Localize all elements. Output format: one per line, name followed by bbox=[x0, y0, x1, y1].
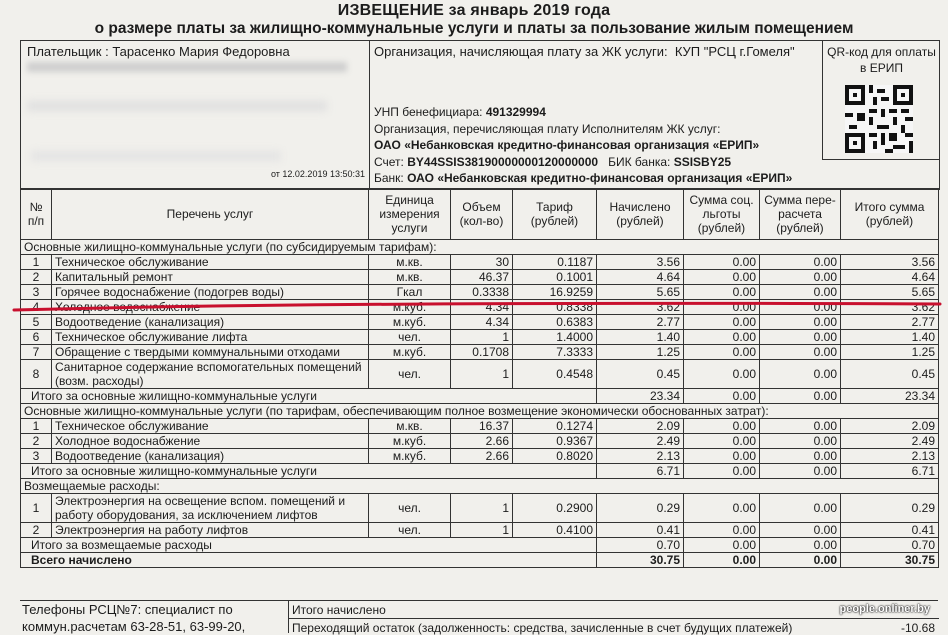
volume-cell: 30 bbox=[451, 255, 513, 270]
total-cell: 2.13 bbox=[841, 449, 939, 464]
table-row bbox=[21, 419, 939, 434]
charged-cell: 3.62 bbox=[597, 300, 684, 315]
subtotal-row bbox=[21, 538, 939, 553]
unit-cell: чел. bbox=[369, 494, 451, 523]
carryover-label: Переходящий остаток (задолженность: средства, зачисленные в счет будущих платежей) bbox=[292, 621, 793, 635]
recalc-cell: 0.00 bbox=[760, 315, 841, 330]
row-number: 2 bbox=[21, 523, 52, 538]
service-name: Обращение с твердыми коммунальными отходами bbox=[52, 345, 369, 360]
services-table bbox=[20, 188, 939, 568]
col-charged-header: Начислено (рублей) bbox=[597, 189, 684, 240]
service-name: Водоотведение (канализация) bbox=[52, 315, 369, 330]
org-calc-value: КУП "РСЦ г.Гомеля" bbox=[674, 44, 795, 59]
benefit-cell: 0.00 bbox=[684, 538, 760, 553]
col-tariff-header: Тариф (рублей) bbox=[513, 189, 597, 240]
tariff-cell: 7.3333 bbox=[513, 345, 597, 360]
payer-name: Плательщик : Тарасенко Мария Федоровна bbox=[27, 44, 290, 59]
bik-label: БИК банка: bbox=[608, 154, 671, 169]
benefit-cell: 0.00 bbox=[684, 345, 760, 360]
total-cell: 2.09 bbox=[841, 419, 939, 434]
unit-cell: м.кв. bbox=[369, 270, 451, 285]
charged-cell: 4.64 bbox=[597, 270, 684, 285]
unp-line bbox=[374, 104, 792, 121]
table-row bbox=[21, 345, 939, 360]
header-block bbox=[20, 40, 940, 190]
org-transfer-value: ОАО «Небанковская кредитно-финансовая организация «ЕРИП» bbox=[374, 138, 760, 152]
section-header-row bbox=[21, 404, 939, 419]
charged-cell: 0.29 bbox=[597, 494, 684, 523]
row-number: 1 bbox=[21, 419, 52, 434]
charged-cell: 2.77 bbox=[597, 315, 684, 330]
qr-label: QR-код для оплаты в ЕРИП bbox=[827, 45, 936, 75]
unit-cell: чел. bbox=[369, 330, 451, 345]
total-cell: 3.56 bbox=[841, 255, 939, 270]
redacted-text bbox=[27, 101, 327, 111]
tariff-cell: 0.6383 bbox=[513, 315, 597, 330]
col-service-header: Перечень услуг bbox=[52, 189, 369, 240]
service-name: Электроэнергия на работу лифтов bbox=[52, 523, 369, 538]
total-cell: 2.77 bbox=[841, 315, 939, 330]
service-name: Холодное водоснабжение bbox=[52, 434, 369, 449]
charged-cell: 2.13 bbox=[597, 449, 684, 464]
volume-cell: 2.66 bbox=[451, 449, 513, 464]
benefit-cell: 0.00 bbox=[684, 315, 760, 330]
volume-cell: 46.37 bbox=[451, 270, 513, 285]
col-volume-header: Объем (кол-во) bbox=[451, 189, 513, 240]
divider bbox=[289, 618, 939, 619]
subtotal-label: Всего начислено bbox=[21, 553, 597, 568]
unit-cell: м.кв. bbox=[369, 419, 451, 434]
unit-cell: м.куб. bbox=[369, 449, 451, 464]
bank-label: Банк: bbox=[374, 171, 404, 185]
row-number: 1 bbox=[21, 494, 52, 523]
subtotal-row bbox=[21, 464, 939, 479]
row-number: 2 bbox=[21, 434, 52, 449]
total-cell: 0.41 bbox=[841, 523, 939, 538]
tariff-cell: 1.4000 bbox=[513, 330, 597, 345]
tariff-cell: 16.9259 bbox=[513, 285, 597, 300]
tariff-cell: 0.1187 bbox=[513, 255, 597, 270]
volume-cell: 1 bbox=[451, 330, 513, 345]
recalc-cell: 0.00 bbox=[760, 285, 841, 300]
charged-cell: 3.56 bbox=[597, 255, 684, 270]
row-number: 6 bbox=[21, 330, 52, 345]
account-line bbox=[374, 154, 792, 171]
total-cell: 6.71 bbox=[841, 464, 939, 479]
row-number: 8 bbox=[21, 360, 52, 389]
section-title: Основные жилищно-коммунальные услуги (по субсидируемым тарифам): bbox=[21, 240, 939, 255]
recalc-cell: 0.00 bbox=[760, 464, 841, 479]
col-unit-header: Единица измерения услуги bbox=[369, 189, 451, 240]
recalc-cell: 0.00 bbox=[760, 523, 841, 538]
section-header-row bbox=[21, 479, 939, 494]
volume-cell: 0.1708 bbox=[451, 345, 513, 360]
qr-code-icon bbox=[845, 85, 913, 153]
benefit-cell: 0.00 bbox=[684, 464, 760, 479]
volume-cell: 4.34 bbox=[451, 300, 513, 315]
table-row bbox=[21, 360, 939, 389]
unit-cell: чел. bbox=[369, 360, 451, 389]
row-number: 1 bbox=[21, 255, 52, 270]
tariff-cell: 0.2900 bbox=[513, 494, 597, 523]
carryover-value: -10.68 bbox=[900, 621, 935, 635]
recalc-cell: 0.00 bbox=[760, 389, 841, 404]
tariff-cell: 0.4100 bbox=[513, 523, 597, 538]
row-number: 7 bbox=[21, 345, 52, 360]
table-row bbox=[21, 255, 939, 270]
recalc-cell: 0.00 bbox=[760, 270, 841, 285]
account-label: Счет: bbox=[374, 154, 404, 169]
section-title: Основные жилищно-коммунальные услуги (по тарифам, обеспечивающим полное возмещение экономически обоснованных затрат): bbox=[21, 404, 939, 419]
table-row bbox=[21, 270, 939, 285]
tariff-cell: 0.9367 bbox=[513, 434, 597, 449]
service-name: Техническое обслуживание лифта bbox=[52, 330, 369, 345]
volume-cell: 1 bbox=[451, 523, 513, 538]
watermark: people.onliner.by bbox=[839, 603, 930, 615]
bik-value: SSISBY25 bbox=[673, 154, 732, 169]
table-row bbox=[21, 494, 939, 523]
unit-cell: м.куб. bbox=[369, 345, 451, 360]
total-cell: 1.40 bbox=[841, 330, 939, 345]
benefit-cell: 0.00 bbox=[684, 494, 760, 523]
table-row bbox=[21, 315, 939, 330]
charged-cell: 23.34 bbox=[597, 389, 684, 404]
benefit-cell: 0.00 bbox=[684, 389, 760, 404]
recalc-cell: 0.00 bbox=[760, 255, 841, 270]
document-subtitle: о размере платы за жилищно-коммунальные услуги и платы за пользование жилым помещением bbox=[94, 20, 854, 37]
charged-cell: 1.40 bbox=[597, 330, 684, 345]
footer bbox=[20, 600, 938, 633]
total-cell: 30.75 bbox=[841, 553, 939, 568]
recalc-cell: 0.00 bbox=[760, 300, 841, 315]
bank-value: ОАО «Небанковская кредитно-финансовая организация «ЕРИП» bbox=[407, 171, 793, 185]
charged-cell: 0.45 bbox=[597, 360, 684, 389]
service-name: Горячее водоснабжение (подогрев воды) bbox=[52, 285, 369, 300]
tariff-cell: 0.8338 bbox=[513, 300, 597, 315]
charged-cell: 6.71 bbox=[597, 464, 684, 479]
charged-cell: 0.41 bbox=[597, 523, 684, 538]
unp-value: 491329994 bbox=[485, 105, 546, 119]
total-cell: 3.62 bbox=[841, 300, 939, 315]
unit-cell: м.куб. bbox=[369, 315, 451, 330]
charged-cell: 0.70 bbox=[597, 538, 684, 553]
section-title: Возмещаемые расходы: bbox=[21, 479, 939, 494]
benefit-cell: 0.00 bbox=[684, 255, 760, 270]
tariff-cell: 0.1274 bbox=[513, 419, 597, 434]
volume-cell: 16.37 bbox=[451, 419, 513, 434]
table-row bbox=[21, 300, 939, 315]
recalc-cell: 0.00 bbox=[760, 345, 841, 360]
benefit-cell: 0.00 bbox=[684, 449, 760, 464]
recalc-cell: 0.00 bbox=[760, 538, 841, 553]
volume-cell: 1 bbox=[451, 494, 513, 523]
grand-total-row bbox=[21, 553, 939, 568]
tariff-cell: 0.4548 bbox=[513, 360, 597, 389]
row-number: 3 bbox=[21, 285, 52, 300]
benefit-cell: 0.00 bbox=[684, 553, 760, 568]
row-number: 5 bbox=[21, 315, 52, 330]
unp-label: УНП бенефициара: bbox=[374, 105, 483, 119]
benefit-cell: 0.00 bbox=[684, 419, 760, 434]
benefit-cell: 0.00 bbox=[684, 434, 760, 449]
col-num-header: № п/п bbox=[21, 189, 52, 240]
volume-cell: 2.66 bbox=[451, 434, 513, 449]
table-row bbox=[21, 330, 939, 345]
unit-cell: м.куб. bbox=[369, 300, 451, 315]
total-cell: 4.64 bbox=[841, 270, 939, 285]
recalc-cell: 0.00 bbox=[760, 434, 841, 449]
section-header-row bbox=[21, 240, 939, 255]
total-charged-label: Итого начислено bbox=[292, 603, 386, 617]
table-body bbox=[21, 240, 939, 568]
recalc-cell: 0.00 bbox=[760, 553, 841, 568]
service-name: Холодное водоснабжение bbox=[52, 300, 369, 315]
charged-cell: 30.75 bbox=[597, 553, 684, 568]
org-calc-label: Организация, начисляющая плату за ЖК услуги: bbox=[374, 44, 668, 59]
charged-cell: 5.65 bbox=[597, 285, 684, 300]
row-number: 2 bbox=[21, 270, 52, 285]
recalc-cell: 0.00 bbox=[760, 419, 841, 434]
account-value: BY44SSIS38190000000120000000 bbox=[407, 154, 599, 169]
benefit-cell: 0.00 bbox=[684, 300, 760, 315]
benefit-cell: 0.00 bbox=[684, 330, 760, 345]
table-header-row bbox=[21, 189, 939, 240]
unit-cell: Гкал bbox=[369, 285, 451, 300]
recalc-cell: 0.00 bbox=[760, 330, 841, 345]
phones-line: Телефоны РСЦ№7: специалист по bbox=[22, 602, 233, 617]
charged-cell: 2.49 bbox=[597, 434, 684, 449]
benefit-cell: 0.00 bbox=[684, 360, 760, 389]
qr-panel bbox=[822, 41, 940, 160]
subtotal-label: Итого за основные жилищно-коммунальные услуги bbox=[21, 464, 597, 479]
benefit-cell: 0.00 bbox=[684, 285, 760, 300]
org-transfer-label: Организация, перечисляющая плату Исполнителям ЖК услуг: bbox=[374, 121, 721, 136]
total-cell: 0.29 bbox=[841, 494, 939, 523]
bank-details bbox=[374, 104, 792, 187]
col-benefit-header: Сумма соц. льготы (рублей) bbox=[684, 189, 760, 240]
service-name: Техническое обслуживание bbox=[52, 255, 369, 270]
col-total-header: Итого сумма (рублей) bbox=[841, 189, 939, 240]
tariff-cell: 0.1001 bbox=[513, 270, 597, 285]
organization-panel bbox=[370, 41, 822, 189]
service-name: Техническое обслуживание bbox=[52, 419, 369, 434]
total-cell: 0.70 bbox=[841, 538, 939, 553]
org-calc bbox=[374, 44, 795, 59]
table-row bbox=[21, 523, 939, 538]
row-number: 3 bbox=[21, 449, 52, 464]
service-name: Санитарное содержание вспомогательных помещений (возм. расходы) bbox=[52, 360, 369, 389]
total-cell: 1.25 bbox=[841, 345, 939, 360]
total-cell: 2.49 bbox=[841, 434, 939, 449]
charged-cell: 1.25 bbox=[597, 345, 684, 360]
document-title: ИЗВЕЩЕНИЕ за январь 2019 года bbox=[337, 2, 611, 19]
subtotal-row bbox=[21, 389, 939, 404]
table-row bbox=[21, 285, 939, 300]
unit-cell: м.куб. bbox=[369, 434, 451, 449]
benefit-cell: 0.00 bbox=[684, 270, 760, 285]
total-cell: 23.34 bbox=[841, 389, 939, 404]
recalc-cell: 0.00 bbox=[760, 494, 841, 523]
recalc-cell: 0.00 bbox=[760, 449, 841, 464]
unit-cell: м.кв. bbox=[369, 255, 451, 270]
service-name: Электроэнергия на освещение вспом. помещений и работу оборудования, за исключением лифтов bbox=[52, 494, 369, 523]
volume-cell: 4.34 bbox=[451, 315, 513, 330]
total-cell: 5.65 bbox=[841, 285, 939, 300]
table-row bbox=[21, 434, 939, 449]
redacted-address bbox=[27, 62, 347, 72]
volume-cell: 0.3338 bbox=[451, 285, 513, 300]
payer-panel bbox=[21, 41, 370, 189]
phones-line: коммун.расчетам 63-28-51, 63-99-20, bbox=[22, 619, 246, 634]
benefit-cell: 0.00 bbox=[684, 523, 760, 538]
total-cell: 0.45 bbox=[841, 360, 939, 389]
subtotal-label: Итого за возмещаемые расходы bbox=[21, 538, 597, 553]
table-row bbox=[21, 449, 939, 464]
subtotal-label: Итого за основные жилищно-коммунальные услуги bbox=[21, 389, 597, 404]
service-name: Капитальный ремонт bbox=[52, 270, 369, 285]
phones-info bbox=[20, 601, 288, 635]
service-name: Водоотведение (канализация) bbox=[52, 449, 369, 464]
tariff-cell: 0.8020 bbox=[513, 449, 597, 464]
redacted-text bbox=[31, 151, 281, 161]
volume-cell: 1 bbox=[451, 360, 513, 389]
charged-cell: 2.09 bbox=[597, 419, 684, 434]
bank-line bbox=[374, 170, 792, 187]
row-number: 4 bbox=[21, 300, 52, 315]
recalc-cell: 0.00 bbox=[760, 360, 841, 389]
date-stamp: от 12.02.2019 13:50:31 bbox=[270, 169, 365, 179]
unit-cell: чел. bbox=[369, 523, 451, 538]
col-recalc-header: Сумма пере-расчета (рублей) bbox=[760, 189, 841, 240]
